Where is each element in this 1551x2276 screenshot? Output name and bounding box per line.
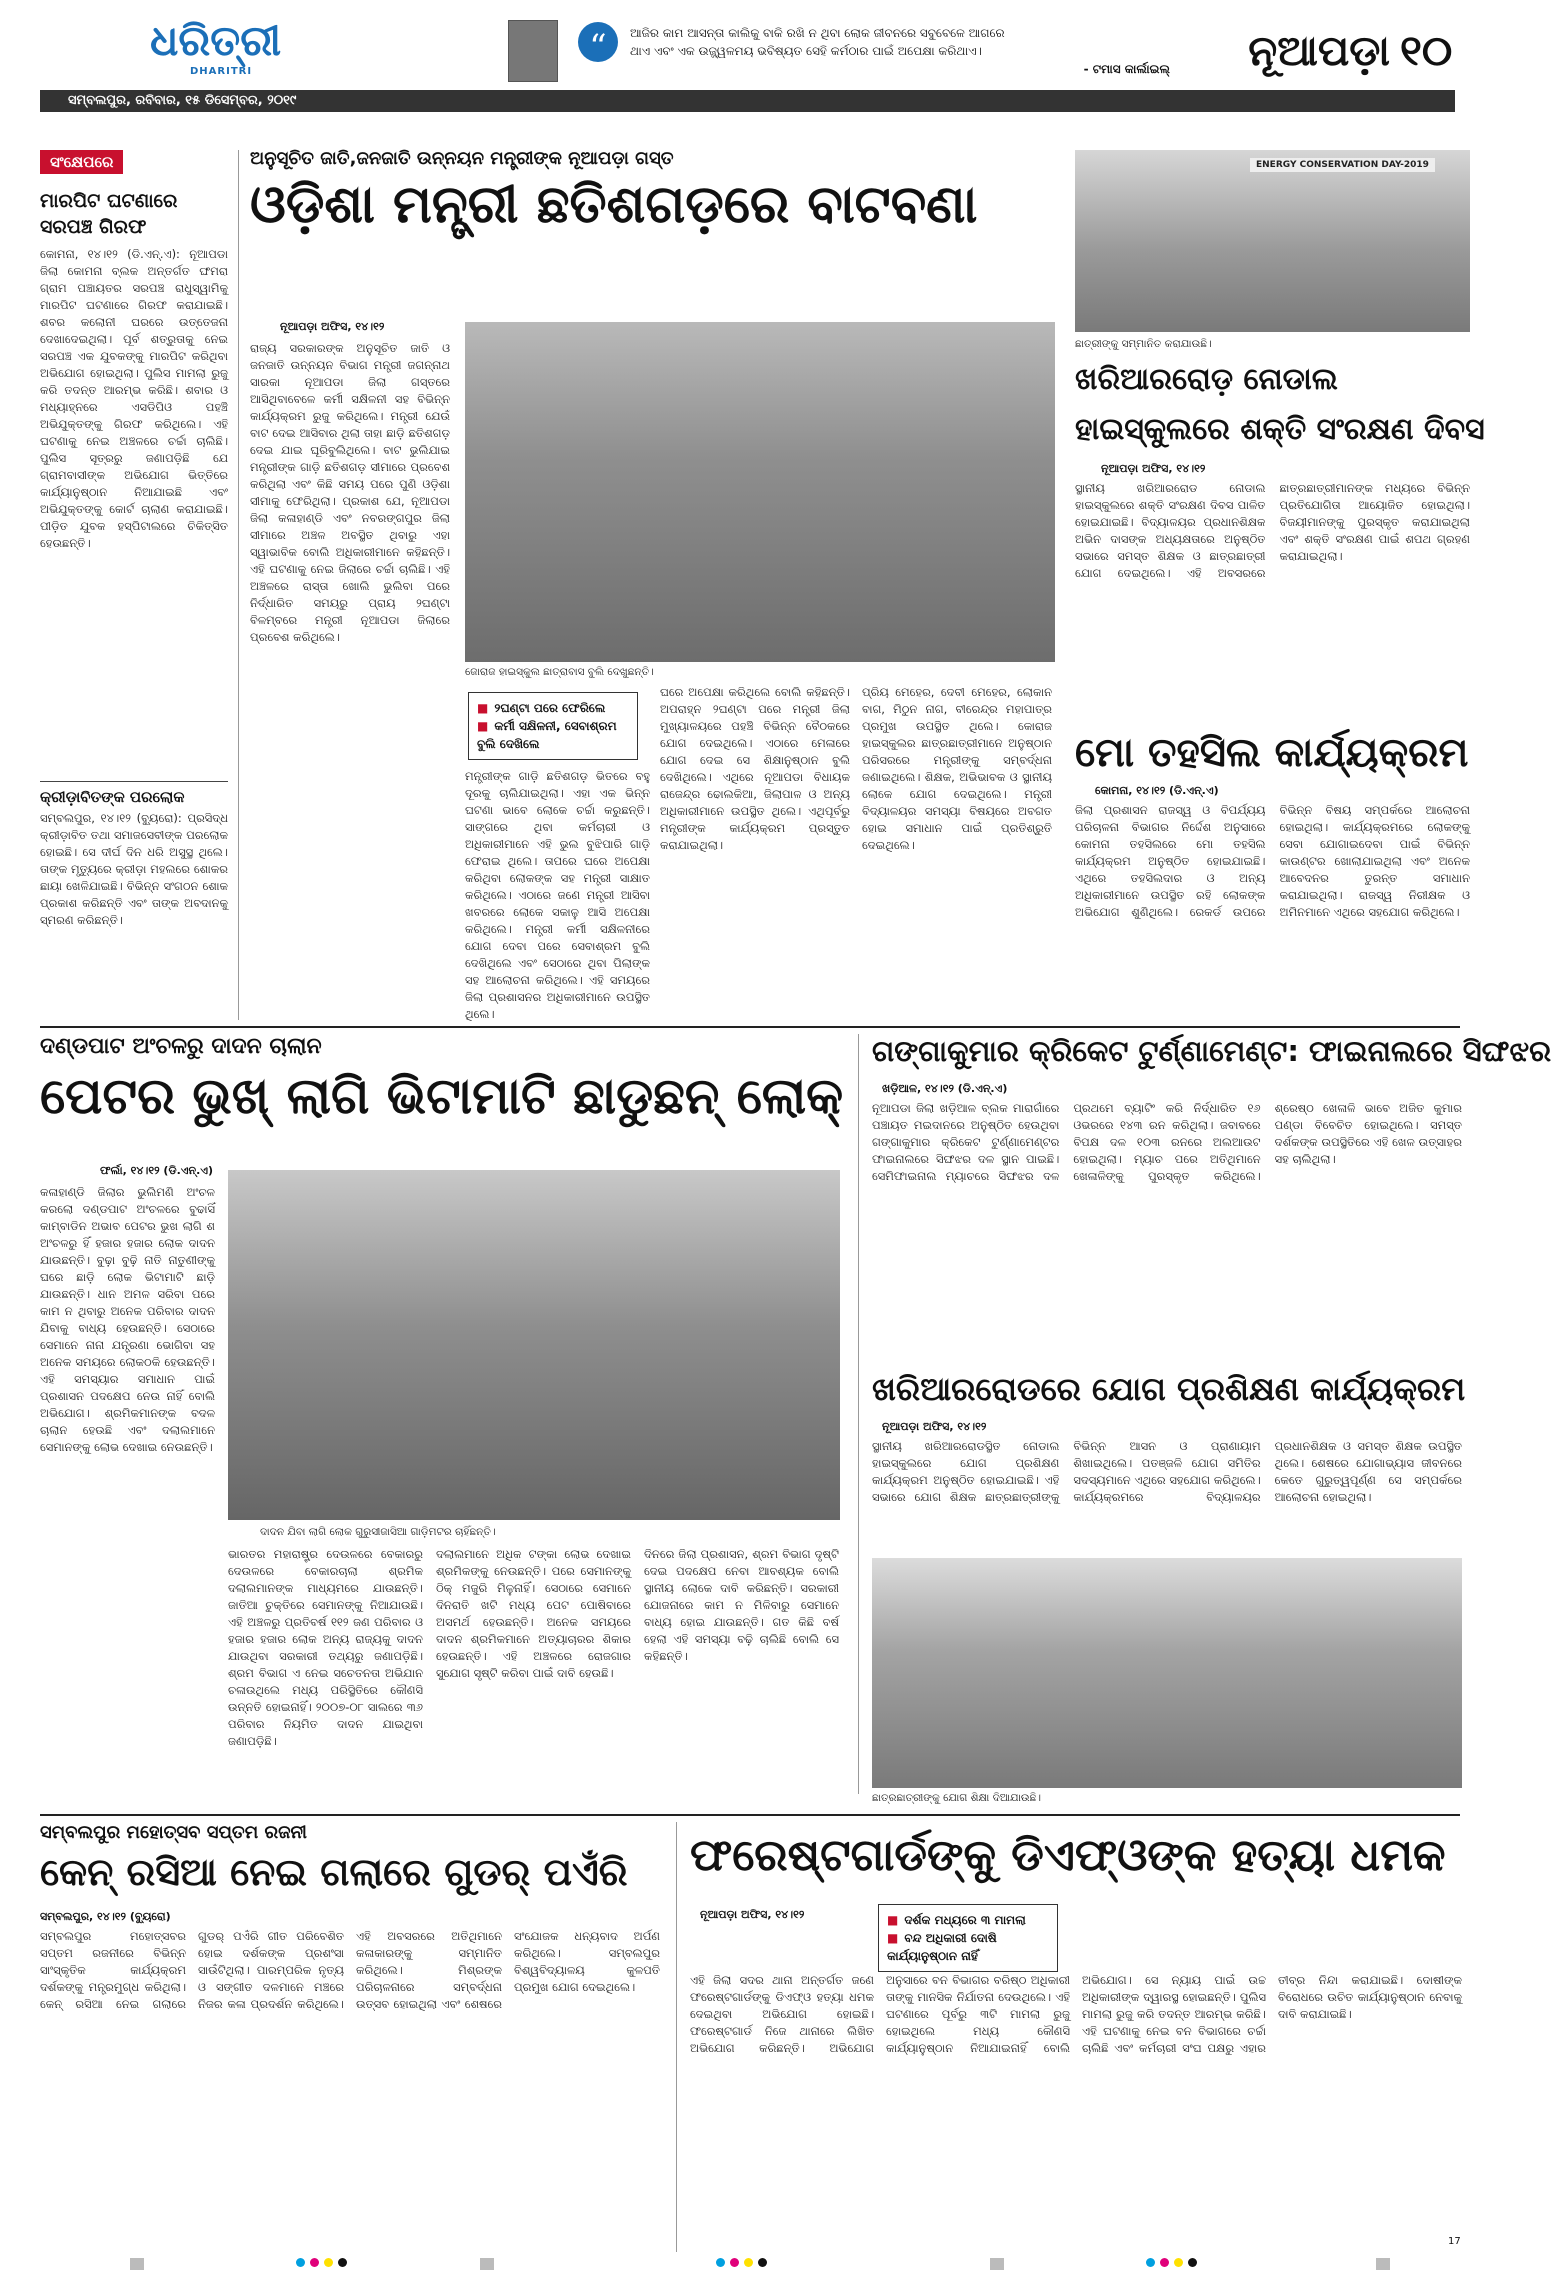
author-portrait (508, 20, 558, 82)
logo-subtitle: DHARITRI (190, 66, 253, 77)
brief-headline-2: କ୍ରୀଡ଼ାବିତଙ୍କ ପରଲୋକ (40, 781, 228, 806)
forest-bullets (878, 1904, 1058, 1972)
festival-headline: କେନ୍ ରସିଆ ନେଇ ଗଲାରେ ଗୁଡର୍ ପଏଁରି (40, 1850, 628, 1894)
energy-headline-1: ଖରିଆରରୋଡ଼ ନୋଡାଲ (1075, 362, 1338, 397)
migration-column-3: ଦଲାଲମାନେ ଅଧିକ ଟଙ୍କା ଲୋଭ ଦେଖାଇ ଶ୍ରମିକଙ୍କୁ ନେଉଛନ୍ତି। ପରେ ସେମାନଙ୍କୁ ଠିକ୍ ମଜୁରି ମିଳୁନାହିଁ। ସେଠାରେ ସେମାନେ ଦିନରାତି ଖଟି ମଧ୍ୟ ପେଟ ପୋଷିବାରେ ଅସମର୍ଥ ହେଉଛନ୍ତି। ଅନେକ ସମୟରେ ଦାଦନ ଶ୍ରମିକମାନେ ଅତ୍ୟାଚାରର ଶିକାର ହେଉଛନ୍ତି। ଏହି ଅଞ୍ଚଳରେ ରୋଜଗାର ସୁଯୋଗ ସୃଷ୍ଟି କରିବା ପାଇଁ ଦାବି ହେଉଛି। (436, 1547, 631, 1680)
brief-column (40, 150, 228, 1020)
lead-column-4: ପ୍ରିୟ ମେହେର, ଦେବୀ ମେହେର, ଲୋକାନ ବାଗ, ମିଠୁନ ନାଗ, ବୀରେନ୍ଦ୍ର ମହାପାତ୍ର ପ୍ରମୁଖ ଉପସ୍ଥିତ ଥିଲେ। କୋରାଜ ହାଇସ୍କୁଲର ଛାତ୍ରଛାତ୍ରୀମାନେ ଅନୁଷ୍ଠାନ ପରିସରରେ ମନ୍ତ୍ରୀଙ୍କୁ ସମ୍ବର୍ଦ୍ଧନା ଜଣାଇଥିଲେ। ଶିକ୍ଷକ, ଅଭିଭାବକ ଓ ସ୍ଥାନୀୟ ଲୋକେ ଯୋଗ ଦେଇଥିଲେ। ମନ୍ତ୍ରୀ ବିଦ୍ୟାଳୟର ସମସ୍ୟା ବିଷୟରେ ଅବଗତ ହୋଇ ସମାଧାନ ପାଇଁ ପ୍ରତିଶ୍ରୁତି ଦେଇଥିଲେ। (862, 685, 1052, 852)
lead-bullets (468, 692, 638, 760)
migration-photo-caption: ଦାଦନ ଯିବା ଲାଗି ଲୋକ ଗୁରୁସୀଜାସିଆ ଗାଡ଼ିମଟର ଚାହିଁଛନ୍ତି। (260, 1526, 496, 1538)
energy-photo-caption: ଛାତ୍ରୀଙ୍କୁ ସମ୍ମାନିତ କରାଯାଉଛି। (1075, 338, 1212, 350)
section-divider (40, 1026, 1460, 1028)
yoga-dateline: ନୂଆପଡ଼ା ଅଫିସ, ୧୪।୧୨ (882, 1420, 987, 1433)
quote-icon: “ (578, 22, 618, 62)
migration-kicker: ଦଣ୍ଡପାଟ ଅଂଚଳରୁ ଦାଦନ ଚାଲାନ (40, 1034, 322, 1059)
logo-text: ଧରିତ୍ରୀ (150, 16, 282, 65)
lead-dateline: ନୂଆପଡ଼ା ଅଫିସ, ୧୪।୧୨ (280, 320, 385, 333)
page-number: ୧୦ (1400, 26, 1453, 75)
tahasil-headline: ମୋ ତହସିଲ କାର୍ଯ୍ୟକ୍ରମ (1075, 730, 1469, 776)
forest-story (690, 1822, 1462, 2252)
lead-photo-caption: ଜୋରାଜ ହାଇସ୍କୁଲ ଛାତ୍ରାବାସ ବୁଲି ଦେଖୁଛନ୍ତି। (465, 666, 654, 678)
festival-story (40, 1822, 660, 2252)
section-divider (40, 1814, 1460, 1816)
migration-headline: ପେଟର ଭୁଖ୍ ଲାଗି ଭିଟାମାଟି ଛାଡୁଛନ୍ ଲୋକ୍ (40, 1067, 844, 1125)
quote-line-1: ଆଜିର କାମ ଆସନ୍ତା କାଲିକୁ ବାକି ରଖି ନ ଥିବା ଲୋକ ଜୀବନରେ ସବୁବେଳେ ଆଗରେ (630, 26, 1005, 40)
yoga-photo-caption: ଛାତ୍ରଛାତ୍ରୀଙ୍କୁ ଯୋଗ ଶିକ୍ଷା ଦିଆଯାଉଛି। (872, 1792, 1042, 1804)
migration-column-4: ଦିନରେ ଜିଲା ପ୍ରଶାସନ, ଶ୍ରମ ବିଭାଗ ଦୃଷ୍ଟି ଦେଇ ପଦକ୍ଷେପ ନେବା ଆବଶ୍ୟକ ବୋଲି ସ୍ଥାନୀୟ ଲୋକେ ଦାବି କରିଛନ୍ତି। ସରକାରୀ ଯୋଜନାରେ କାମ ନ ମିଳିବାରୁ ସେମାନେ ବାଧ୍ୟ ହୋଇ ଯାଉଛନ୍ତି। ଗତ କିଛି ବର୍ଷ ହେଲା ଏହି ସମସ୍ୟା ବଢ଼ି ଚାଲିଛି ବୋଲି ସେ କହିଛନ୍ତି। (644, 1547, 839, 1663)
brief-headline-1-line-1: ମାରପିଟ ଘଟଣାରେ (40, 190, 178, 212)
column-divider (676, 1822, 677, 2252)
yoga-headline: ଖରିଆରରୋଡରେ ଯୋଗ ପ୍ରଶିକ୍ଷଣ କାର୍ଯ୍ୟକ୍ରମ (872, 1370, 1466, 1408)
yoga-photo (872, 1558, 1462, 1788)
cricket-headline: ଗଙ୍ଗାକୁମାର କ୍ରିକେଟ ଟୁର୍ଣ୍ଣାମେଣ୍ଟ: ଫାଇନାଲରେ ସିଙ୍ଘଝର (872, 1034, 1551, 1068)
brief-text-2: ସମ୍ବଲପୁର, ୧୪।୧୨ (ବ୍ୟୁରୋ): ପ୍ରସିଦ୍ଧ କ୍ରୀଡ଼ାବିତ ତଥା ସମାଜସେବୀଙ୍କ ପରଲୋକ ହୋଇଛି। ସେ ଦୀର୍ଘ ଦିନ ଧରି ଅସୁସ୍ଥ ଥିଲେ। ତାଙ୍କ ମୃତ୍ୟୁରେ କ୍ରୀଡ଼ା ମହଲରେ ଶୋକର ଛାୟା ଖେଳିଯାଇଛି। ବିଭିନ୍ନ ସଂଗଠନ ଶୋକ ପ୍ରକାଶ କରିଛନ୍ତି ଏବଂ ତାଙ୍କ ଅବଦାନକୁ ସ୍ମରଣ କରିଛନ୍ତି। (40, 811, 228, 927)
dateline-bar (40, 90, 1455, 112)
tahasil-dateline: କୋମନା, ୧୪।୧୨ (ଡି.ଏନ୍.ଏ) (1095, 784, 1219, 797)
page-reference: 17 (1448, 2236, 1461, 2247)
cricket-story (872, 1034, 1551, 1314)
column-divider (238, 150, 239, 1020)
forest-bullet-2: ■ ବନ୍ଦ ଅଧିକାରୀ ଦୋଷି କାର୍ଯ୍ୟାନୁଷ୍ଠାନ ନାହିଁ (887, 1929, 1049, 1965)
quote-author: - ଟମାସ କାର୍ଲାଇଲ୍ (1083, 62, 1170, 76)
festival-dateline: ସମ୍ବଲପୁର, ୧୪।୧୨ (ବ୍ୟୁରୋ) (40, 1910, 171, 1923)
energy-text: ସ୍ଥାନୀୟ ଖରିଆରରୋଡ ନୋଡାଲ ହାଇସ୍କୁଲରେ ଶକ୍ତି ସଂରକ୍ଷଣ ଦିବସ ପାଳିତ ହୋଇଯାଇଛି। ବିଦ୍ୟାଳୟର ପ୍ରଧାନଶିକ୍ଷକ ଅଭିନ ଦାସଙ୍କ ଅଧ୍ୟକ୍ଷତାରେ ଅନୁଷ୍ଠିତ ସଭାରେ ସମସ୍ତ ଶିକ୍ଷକ ଓ ଛାତ୍ରଛାତ୍ରୀ ଯୋଗ ଦେଇଥିଲେ। ଏହି ଅବସରରେ ଛାତ୍ରଛାତ୍ରୀମାନଙ୍କ ମଧ୍ୟରେ ବିଭିନ୍ନ ପ୍ରତିଯୋଗିତା ଆୟୋଜିତ ହୋଇଥିଲା। ବିଜୟୀମାନଙ୍କୁ ପୁରସ୍କୃତ କରାଯାଇଥିଲା ଏବଂ ଶକ୍ତି ସଂରକ୍ଷଣ ପାଇଁ ଶପଥ ଗ୍ରହଣ କରାଯାଇଥିଲା। (1075, 481, 1470, 580)
migration-column-1: କଳାହାଣ୍ଡି ଜିଲାର ଭୁଲିମଣି ଅଂଚଳ କରଲୋ ଦଣ୍ଡପାଟ ଅଂଚଳରେ ବୁଢାସିଁ କାମ୍ବାଡିନ ଅଭାବ ପେଟର ଭୁଖ ଲାଗି ଶ ଅଂଚଳରୁ ହିଁ ହଜାର ହଜାର ଲୋକ ଦାଦନ ଯାଉଛନ୍ତି। ବୁଢ଼ା ବୁଢ଼ି ନାତି ନାତୁଣୀଙ୍କୁ ଘରେ ଛାଡ଼ି ଲୋକ ଭିଟାମାଟି ଛାଡ଼ି ଯାଉଛନ୍ତି। ଧାନ ଅମଳ ସରିବା ପରେ କାମ ନ ଥିବାରୁ ଅନେକ ପରିବାର ଦାଦନ ଯିବାକୁ ବାଧ୍ୟ ହେଉଛନ୍ତି। ସେଠାରେ ସେମାନେ ନାନା ଯନ୍ତ୍ରଣା ଭୋଗିବା ସହ ଅନେକ ସମୟରେ ଲୋକଠକି ହେଉଛନ୍ତି। ଏହି ସମସ୍ୟାର ସମାଧାନ ପାଇଁ ପ୍ରଶାସନ ପଦକ୍ଷେପ ନେଉ ନାହିଁ ବୋଲି ଅଭିଯୋଗ। ଶ୍ରମିକମାନଙ୍କ ବଦଳ ଚାଲାନ ହେଉଛି ଏବଂ ଦଲାଲମାନେ ସେମାନଙ୍କୁ ଲୋଭ ଦେଖାଇ ନେଉଛନ୍ତି। (40, 1185, 215, 1454)
masthead (0, 0, 1500, 112)
lead-photo (465, 322, 1055, 662)
migration-column-2: ଭାରତର ମହାରାଷ୍ଟ୍ର ଦେଉଳରେ ବେକାରରୁ ଦେଉଳରେ ବେକାରଚାଲା ଶ୍ରମିକ ଦଲାଲମାନଙ୍କ ମାଧ୍ୟମରେ ଯାଉଛନ୍ତି। ଜାତିଆ ଚୁକ୍ତିରେ ସେମାନଙ୍କୁ ନିଆଯାଉଛି। ଏହି ଅଞ୍ଚଳରୁ ପ୍ରତିବର୍ଷ ୧୧୨ ଜଣ ପରିବାର ଓ ହଜାର ହଜାର ଲୋକ ଅନ୍ୟ ରାଜ୍ୟକୁ ଦାଦନ ଯାଉଥିବା ସରକାରୀ ତଥ୍ୟରୁ ଜଣାପଡ଼ିଛି। ଶ୍ରମ ବିଭାଗ ଏ ନେଇ ସଚେତନତା ଅଭିଯାନ ଚଳାଉଥିଲେ ମଧ୍ୟ ପରିସ୍ଥିତିରେ କୌଣସି ଉନ୍ନତି ହୋଇନାହିଁ। ୨୦୦୭-୦୮ ସାଲରେ ୩୬ ପରିବାର ନିୟମିତ ଦାଦନ ଯାଇଥିବା ଜଣାପଡ଼ିଛି। (228, 1547, 423, 1748)
issue-date: ସମ୍ବଲପୁର, ରବିବାର, ୧୫ ଡିସେମ୍ବର, ୨୦୧୯ (68, 93, 297, 108)
quote-text (630, 24, 1170, 78)
lead-column-1: ରାଜ୍ୟ ସରକାରଙ୍କ ଅନୁସୂଚିତ ଜାତି ଓ ଜନଜାତି ଉନ୍ନୟନ ବିଭାଗ ମନ୍ତ୍ରୀ ଜଗନ୍ନାଥ ସାରକା ନୂଆପଡା ଜିଲା ଗସ୍ତରେ ଆସିଥିବାବେଳେ କର୍ମୀ ସକ୍ଷିଳନୀ ସହ ବିଭିନ୍ନ କାର୍ଯ୍ୟକ୍ରମ ରୁଜୁ କରିଥିଲେ। ମନ୍ତ୍ରୀ ଯେଉଁ ବାଟ ଦେଇ ଆସିବାର ଥିଲା ତାହା ଛାଡ଼ି ଛତିଶଗଡ଼ ଦେଇ ଯାଇ ଘୂରିବୁଲିଥିଲେ। ବାଟ ଭୁଲିଯାଇ ମନ୍ତ୍ରୀଙ୍କ ଗାଡ଼ି ଛତିଶଗଡ଼ ସୀମାରେ ପ୍ରବେଶ କରିଥିଲା ଏବଂ କିଛି ସମୟ ପରେ ପୁଣି ଓଡ଼ିଶା ସୀମାକୁ ଫେରିଥିଲା। ପ୍ରକାଶ ଯେ, ନୂଆପଡା ଜିଲା କଳାହାଣ୍ଡି ଏବଂ ନବରଙ୍ଗପୁର ଜିଲା ସୀମାରେ ଅଞ୍ଚଳ ଅବସ୍ଥିତ ଥିବାରୁ ଏହା ସ୍ୱାଭାବିକ ବୋଲି ଅଧିକାରୀମାନେ କହିଛନ୍ତି। ଏହି ଘଟଣାକୁ ନେଇ ଜିଲାରେ ଚର୍ଚ୍ଚା ଚାଲିଛି। ଏହି ଅଞ୍ଚଳରେ ରାସ୍ତା ଖୋଲି ଭୁଲିବା ପରେ ନିର୍ଦ୍ଧାରିତ ସମୟରୁ ପ୍ରାୟ ୨ଘଣ୍ଟା ବିଳମ୍ବରେ ମନ୍ତ୍ରୀ ନୂଆପଡା ଜିଲାରେ ପ୍ରବେଶ କରିଥିଲେ। (250, 341, 450, 644)
yoga-text: ସ୍ଥାନୀୟ ଖରିଆରରୋଡସ୍ଥିତ ନୋଡାଲ ହାଇସ୍କୁଲରେ ଯୋଗ ପ୍ରଶିକ୍ଷଣ କାର୍ଯ୍ୟକ୍ରମ ଅନୁଷ୍ଠିତ ହୋଇଯାଇଛି। ଏହି ସଭାରେ ଯୋଗ ଶିକ୍ଷକ ଛାତ୍ରଛାତ୍ରୀଙ୍କୁ ବିଭିନ୍ନ ଆସନ ଓ ପ୍ରାଣାୟାମ ଶିଖାଇଥିଲେ। ପତଞ୍ଜଳି ଯୋଗ ସମିତିର ସଦସ୍ୟମାନେ ଏଥିରେ ସହଯୋଗ କରିଥିଲେ। କାର୍ଯ୍ୟକ୍ରମରେ ବିଦ୍ୟାଳୟର ପ୍ରଧାନଶିକ୍ଷକ ଓ ସମସ୍ତ ଶିକ୍ଷକ ଉପସ୍ଥିତ ଥିଲେ। ଶେଷରେ ଯୋଗାଭ୍ୟାସ ଜୀବନରେ କେତେ ଗୁରୁତ୍ୱପୂର୍ଣ୍ଣ ସେ ସମ୍ପର୍କରେ ଆଲୋଚନା ହୋଇଥିଲା। (872, 1439, 1462, 1504)
festival-kicker: ସମ୍ବଲପୁର ମହୋତ୍ସବ ସପ୍ତମ ରଜନୀ (40, 1822, 307, 1843)
print-registration-marks (0, 2256, 1500, 2272)
festival-text: ସମ୍ବଲପୁର ମହୋତ୍ସବର ସପ୍ତମ ରଜନୀରେ ବିଭିନ୍ନ ସାଂସ୍କୃତିକ କାର୍ଯ୍ୟକ୍ରମ ଦର୍ଶକଙ୍କୁ ମନ୍ତ୍ରମୁଗ୍ଧ କରିଥିଲା। କେନ୍ ରସିଆ ନେଇ ଗଲାରେ ଗୁଡର୍ ପଏଁରି ଗୀତ ପରିବେଶିତ ହୋଇ ଦର୍ଶକଙ୍କ ପ୍ରଶଂସା ସାଉଁଟିଥିଲା। ପାରମ୍ପରିକ ନୃତ୍ୟ ଓ ସଙ୍ଗୀତ ଦଳମାନେ ମଞ୍ଚରେ ନିଜର କଳା ପ୍ରଦର୍ଶନ କରିଥିଲେ। ଏହି ଅବସରରେ ଅତିଥିମାନେ କଳାକାରଙ୍କୁ ସମ୍ମାନିତ କରିଥିଲେ। ମିଶ୍ରଙ୍କ ପରିଚାଳନାରେ ସମ୍ବର୍ଦ୍ଧନା ଉତ୍ସବ ହୋଇଥିଲା ଏବଂ ଶେଷରେ ସଂଯୋଜକ ଧନ୍ୟବାଦ ଅର୍ପଣ କରିଥିଲେ। ସମ୍ବଲପୁର ବିଶ୍ୱବିଦ୍ୟାଳୟ କୁଳପତି ପ୍ରମୁଖ ଯୋଗ ଦେଇଥିଲେ। (40, 1929, 660, 2011)
forest-text: ଏହି ଜିଲା ସଦର ଥାନା ଅନ୍ତର୍ଗତ ଜଣେ ଫରେଷ୍ଟଗାର୍ଡଙ୍କୁ ଡିଏଫ୍ଓ ହତ୍ୟା ଧମକ ଦେଇଥିବା ଅଭିଯୋଗ ହୋଇଛି। ଫରେଷ୍ଟଗାର୍ଡ ନିଜେ ଥାନାରେ ଲିଖିତ ଅଭିଯୋଗ କରିଛନ୍ତି। ଅଭିଯୋଗ ଅନୁସାରେ ବନ ବିଭାଗର ବରିଷ୍ଠ ଅଧିକାରୀ ତାଙ୍କୁ ମାନସିକ ନିର୍ଯାତନା ଦେଉଥିଲେ। ଏହି ଘଟଣାରେ ପୂର୍ବରୁ ୩ଟି ମାମଲା ରୁଜୁ ହୋଇଥିଲେ ମଧ୍ୟ କୌଣସି କାର୍ଯ୍ୟାନୁଷ୍ଠାନ ନିଆଯାଇନାହିଁ ବୋଲି ଅଭିଯୋଗ। ସେ ନ୍ୟାୟ ପାଇଁ ଉଚ୍ଚ ଅଧିକାରୀଙ୍କ ଦ୍ୱାରସ୍ଥ ହୋଇଛନ୍ତି। ପୁଲିସ ମାମଲା ରୁଜୁ କରି ତଦନ୍ତ ଆରମ୍ଭ କରିଛି। ଏହି ଘଟଣାକୁ ନେଇ ବନ ବିଭାଗରେ ଚର୍ଚ୍ଚା ଚାଲିଛି ଏବଂ କର୍ମଚାରୀ ସଂଘ ପକ୍ଷରୁ ଏହାର ତୀବ୍ର ନିନ୍ଦା କରାଯାଇଛି। ଦୋଷୀଙ୍କ ବିରୋଧରେ ଉଚିତ କାର୍ଯ୍ୟାନୁଷ୍ଠାନ ନେବାକୁ ଦାବି କରାଯାଇଛି। (690, 1973, 1462, 2055)
energy-photo (1075, 150, 1470, 332)
brief-label: ସଂକ୍ଷେପରେ (40, 150, 123, 174)
lead-column-2: ମନ୍ତ୍ରୀଙ୍କ ଗାଡ଼ି ଛତିଶଗଡ଼ ଭିତରେ ବହୁ ଦୂରକୁ ଚାଲିଯାଇଥିଲା। ଏହା ଏକ ଭିନ୍ନ ଘଟଣା ଭାବେ ଲୋକେ ଚର୍ଚ୍ଚା କରୁଛନ୍ତି। ସାଙ୍ଗରେ ଥିବା କର୍ମଚାରୀ ଓ ଅଧିକାରୀମାନେ ଏହି ଭୁଲ ବୁଝିପାରି ଗାଡ଼ି ଫେରାଇ ଥିଲେ। ତାପରେ ଘରେ ଅପେକ୍ଷା କରିଥିବା ଲୋକଙ୍କ ସହ ମନ୍ତ୍ରୀ ସାକ୍ଷାତ କରିଥିଲେ। ଏଠାରେ ଜଣେ ମନ୍ତ୍ରୀ ଆସିବା ଖବରରେ ଲୋକେ ସକାଳୁ ଆସି ଅପେକ୍ଷା କରିଥିଲେ। ମନ୍ତ୍ରୀ କର୍ମୀ ସକ୍ଷିଳନୀରେ ଯୋଗ ଦେବା ପରେ ସେବାଶ୍ରମ ବୁଲି ଦେଖିଥିଲେ ଏବଂ ସେଠାରେ ଥିବା ପିଲାଙ୍କ ସହ ଆଲୋଚନା କରିଥିଲେ। ଏହି ସମୟରେ ଜିଲା ପ୍ରଶାସନର ଅଧିକାରୀମାନେ ଉପସ୍ଥିତ ଥିଲେ। (465, 769, 650, 1021)
logo (150, 16, 320, 76)
brief-text-1: କୋମନା, ୧୪।୧୨ (ଡି.ଏନ୍.ଏ): ନୂଆପଡା ଜିଲା କୋମନା ବ୍ଲକ ଅନ୍ତର୍ଗତ ଙ୍ଘମରା ଗ୍ରାମ ପଞ୍ଚାୟତର ସରପଞ୍ଚ ରାଧୁସ୍ୱାମିକୁ ମାରପିଟ ଘଟଣାରେ ଗିରଫ କରାଯାଇଛି। ଶବର କଲୋନୀ ଘରରେ ଉତ୍ତେଜନା ଦେଖାଦେଇଥିଲା। ପୂର୍ବ ଶତ୍ରୁତାକୁ ନେଇ ସରପଞ୍ଚ ଏକ ଯୁବକଙ୍କୁ ମାରପିଟ କରିଥିବା ଅଭିଯୋଗ ହୋଇଥିଲା। ପୁଲିସ ମାମଲା ରୁଜୁ କରି ତଦନ୍ତ ଆରମ୍ଭ କରିଛି। ଶବାର ଓ ମଧ୍ୟାହ୍ନରେ ଏସଡିପିଓ ପହଞ୍ଚି ଅଭିଯୁକ୍ତଙ୍କୁ ଗିରଫ କରିଥିଲେ। ଏହି ଘଟଣାକୁ ନେଇ ଅଞ୍ଚଳରେ ଚର୍ଚ୍ଚା ଚାଲିଛି। ପୁଲିସ ସୂତ୍ରରୁ ଜଣାପଡ଼ିଛି ଯେ ଗ୍ରାମବାସୀଙ୍କ ଅଭିଯୋଗ ଭିତ୍ତିରେ କାର୍ଯ୍ୟାନୁଷ୍ଠାନ ନିଆଯାଇଛି ଏବଂ ଅଭିଯୁକ୍ତଙ୍କୁ କୋର୍ଟ ଚାଲାଣ କରାଯାଇଛି। ପୀଡ଼ିତ ଯୁବକ ହସ୍ପିଟାଲରେ ଚିକିତ୍ସିତ ହେଉଛନ୍ତି। (40, 247, 228, 550)
yoga-story (872, 1370, 1466, 1810)
forest-bullet-1: ■ ଦର୍ଶକ ମଧ୍ୟରେ ୩ ମାମଲା (887, 1911, 1049, 1929)
lead-bullet-2: ■ କର୍ମୀ ସକ୍ଷିଳନୀ, ସେବାଶ୍ରମ ବୁଲି ଦେଖିଲେ (477, 717, 629, 753)
energy-story (1075, 150, 1485, 710)
forest-headline: ଫରେଷ୍ଟଗାର୍ଡଙ୍କୁ ଡିଏଫ୍ଓଙ୍କ ହତ୍ୟା ଧମକ (690, 1830, 1446, 1881)
lead-headline: ଓଡ଼ିଶା ମନ୍ତ୍ରୀ ଛତିଶଗଡ଼ରେ ବାଟବଣା (250, 175, 978, 235)
lead-bullet-1: ■ ୨ଘଣ୍ଟା ପରେ ଫେରିଲେ (477, 699, 629, 717)
migration-photo (228, 1170, 840, 1520)
section-name: ନୂଆପଡ଼ା (1248, 26, 1390, 75)
quote-line-2: ଥାଏ ଏବଂ ଏକ ଉଜ୍ଜ୍ୱଳମୟ ଭବିଷ୍ୟତ ସେହି କର୍ମଠାର ପାଇଁ ଅପେକ୍ଷା କରିଥାଏ। (630, 44, 982, 58)
tahasil-text: ଜିଲା ପ୍ରଶାସନ ରାଜସ୍ୱ ଓ ବିପର୍ଯ୍ୟୟ ପରିଚାଳନା ବିଭାଗର ନିର୍ଦ୍ଦେଶ ଅନୁସାରେ କୋମନା ତହସିଲରେ ମୋ ତହସିଲ କାର୍ଯ୍ୟକ୍ରମ ଅନୁଷ୍ଠିତ ହୋଇଯାଇଛି। ଏଥିରେ ତହସିଲଦାର ଓ ଅନ୍ୟ ଅଧିକାରୀମାନେ ଉପସ୍ଥିତ ରହି ଲୋକଙ୍କ ଅଭିଯୋଗ ଶୁଣିଥିଲେ। ରେକର୍ଡ ଉପରେ ବିଭିନ୍ନ ବିଷୟ ସମ୍ପର୍କରେ ଆଲୋଚନା ହୋଇଥିଲା। କାର୍ଯ୍ୟକ୍ରମରେ ଲୋକଙ୍କୁ ସେବା ଯୋଗାଇଦେବା ପାଇଁ ବିଭିନ୍ନ କାଉଣ୍ଟର ଖୋଲାଯାଇଥିଲା ଏବଂ ଅନେକ ଆବେଦନର ତୁରନ୍ତ ସମାଧାନ କରାଯାଇଥିଲା। ରାଜସ୍ୱ ନିରୀକ୍ଷକ ଓ ଅମିନମାନେ ଏଥିରେ ସହଯୋଗ କରିଥିଲେ। (1075, 803, 1470, 919)
migration-dateline: ଫର୍ଲା, ୧୪।୧୨ (ଡି.ଏନ୍.ଏ) (100, 1164, 214, 1177)
cricket-text: ନୂଆପଡା ଜିଲା ଖଡ଼ିଆଳ ବ୍ଲକ ମାରାଗାଁରେ ପଞ୍ଚାୟତ ମଇଦାନରେ ଅନୁଷ୍ଠିତ ହେଉଥିବା ଗଙ୍ଗାକୁମାର କ୍ରିକେଟ ଟୁର୍ଣ୍ଣାମେଣ୍ଟର ଫାଇନାଲରେ ସିଙ୍ଘଝର ଦଳ ସ୍ଥାନ ପାଇଛି। ସେମିଫାଇନାଲ ମ୍ୟାଚରେ ସିଙ୍ଘଝର ଦଳ ପ୍ରଥମେ ବ୍ୟାଟିଂ କରି ନିର୍ଦ୍ଧାରିତ ୧୬ ଓଭରରେ ୧୪୩ ରନ କରିଥିଲା। ଜବାବରେ ବିପକ୍ଷ ଦଳ ୧୦୩ ରନରେ ଅଲଆଉଟ ହୋଇଥିଲା। ମ୍ୟାଚ ପରେ ଅତିଥିମାନେ ଖେଳାଳିଙ୍କୁ ପୁରସ୍କୃତ କରିଥିଲେ। ଶ୍ରେଷ୍ଠ ଖେଳାଳି ଭାବେ ଅଜିତ କୁମାର ପଣ୍ଡା ବିବେଚିତ ହୋଇଥିଲେ। ସମସ୍ତ ଦର୍ଶକଙ୍କ ଉପସ୍ଥିତିରେ ଏହି ଖେଳ ଉତ୍ସାହର ସହ ଚାଲିଥିଲା। (872, 1101, 1462, 1183)
lead-kicker: ଅନୁସୂଚିତ ଜାତି,ଜନଜାତି ଉନ୍ନୟନ ମନ୍ତ୍ରୀଙ୍କ ନୂଆପଡ଼ା ଗସ୍ତ (250, 148, 674, 169)
column-divider (858, 1034, 859, 1794)
cricket-dateline: ଖଡ଼ିଆଳ, ୧୪।୧୨ (ଡି.ଏନ୍.ଏ) (882, 1082, 1008, 1095)
lead-story (250, 148, 1055, 1023)
energy-banner: ENERGY CONSERVATION DAY-2019 (1250, 158, 1435, 172)
brief-headline-1 (40, 188, 228, 240)
tahasil-story (1075, 730, 1470, 1020)
brief-headline-1-line-2: ସରପଞ୍ଚ ଗିରଫ (40, 216, 147, 238)
energy-dateline: ନୂଆପଡ଼ା ଅଫିସ, ୧୪।୧୨ (1101, 462, 1206, 475)
energy-headline-2: ହାଇସ୍କୁଲରେ ଶକ୍ତି ସଂରକ୍ଷଣ ଦିବସ (1075, 412, 1485, 447)
forest-dateline: ନୂଆପଡ଼ା ଅଫିସ, ୧୪।୧୨ (700, 1908, 805, 1921)
lead-column-3: ଘରେ ଅପେକ୍ଷା କରିଥିଲେ ବୋଲି କହିଛନ୍ତି। ଅପରାହ୍ନ ୨ଘଣ୍ଟା ପରେ ମନ୍ତ୍ରୀ ଜିଲା ମୁଖ୍ୟାଳୟରେ ପହଞ୍ଚି ବିଭିନ୍ନ ବୈଠକରେ ଯୋଗ ଦେଇଥିଲେ। ଏଠାରେ ମେଳାରେ ଯୋଗ ଦେଇ ସେ ଶିକ୍ଷାନୁଷ୍ଠାନ ବୁଲି ଦେଖିଥିଲେ। ଏଥିରେ ନୂଆପଡା ବିଧାୟକ ରାଜେନ୍ଦ୍ର ଢୋଲକିଆ, ଜିଲାପାଳ ଓ ଅନ୍ୟ ଅଧିକାରୀମାନେ ଉପସ୍ଥିତ ଥିଲେ। ଏଥିପୂର୍ବରୁ ମନ୍ତ୍ରୀଙ୍କ କାର୍ଯ୍ୟକ୍ରମ ପ୍ରସ୍ତୁତ କରାଯାଇଥିଲା। (660, 685, 850, 852)
